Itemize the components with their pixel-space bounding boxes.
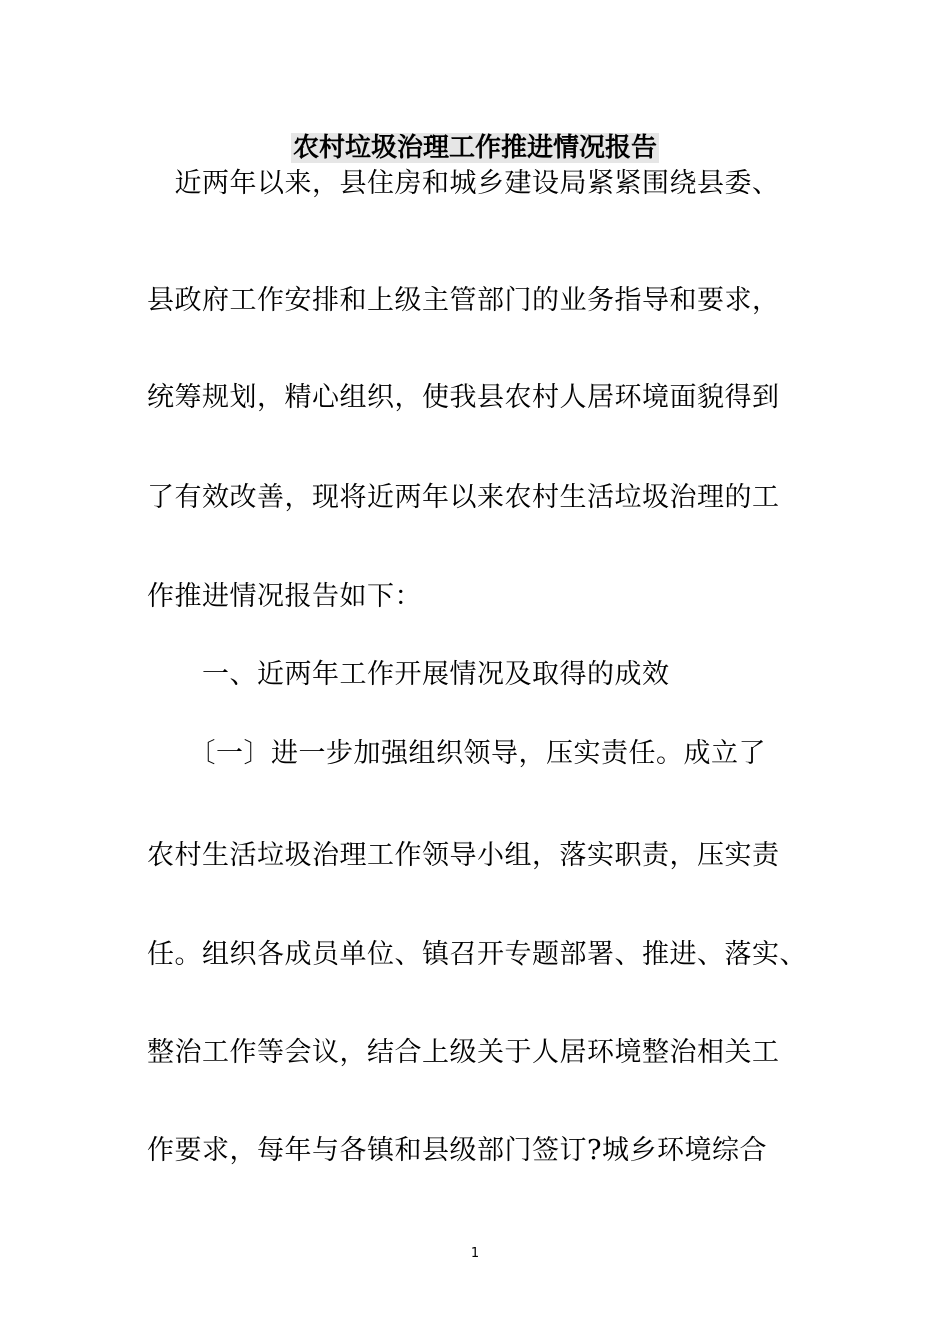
paragraph-line: 〔一〕进一步加强组织领导，压实责任。成立了 <box>147 738 766 769</box>
paragraph-line: 统筹规划，精心组织，使我县农村人居环境面貌得到 <box>147 382 780 413</box>
document-title-text: 农村垃圾治理工作推进情况报告 <box>292 133 657 163</box>
paragraph-line: 任。组织各成员单位、镇召开专题部署、推进、落实、 <box>147 939 807 970</box>
paragraph-line: 农村生活垃圾治理工作领导小组，落实职责，压实责 <box>147 840 780 871</box>
document-title <box>0 128 950 168</box>
paragraph-line: 作推进情况报告如下： <box>147 581 422 612</box>
paragraph-line: 作要求，每年与各镇和县级部门签订?城乡环境综合 <box>147 1135 767 1166</box>
paragraph-line: 了有效改善，现将近两年以来农村生活垃圾治理的工 <box>147 482 780 513</box>
section-heading: 一、近两年工作开展情况及取得的成效 <box>147 659 670 690</box>
paragraph-line: 近两年以来，县住房和城乡建设局紧紧围绕县委、 <box>147 168 780 199</box>
paragraph-line: 整治工作等会议，结合上级关于人居环境整治相关工 <box>147 1037 780 1068</box>
paragraph-line: 县政府工作安排和上级主管部门的业务指导和要求， <box>147 285 780 316</box>
page-number: 1 <box>470 1246 480 1261</box>
